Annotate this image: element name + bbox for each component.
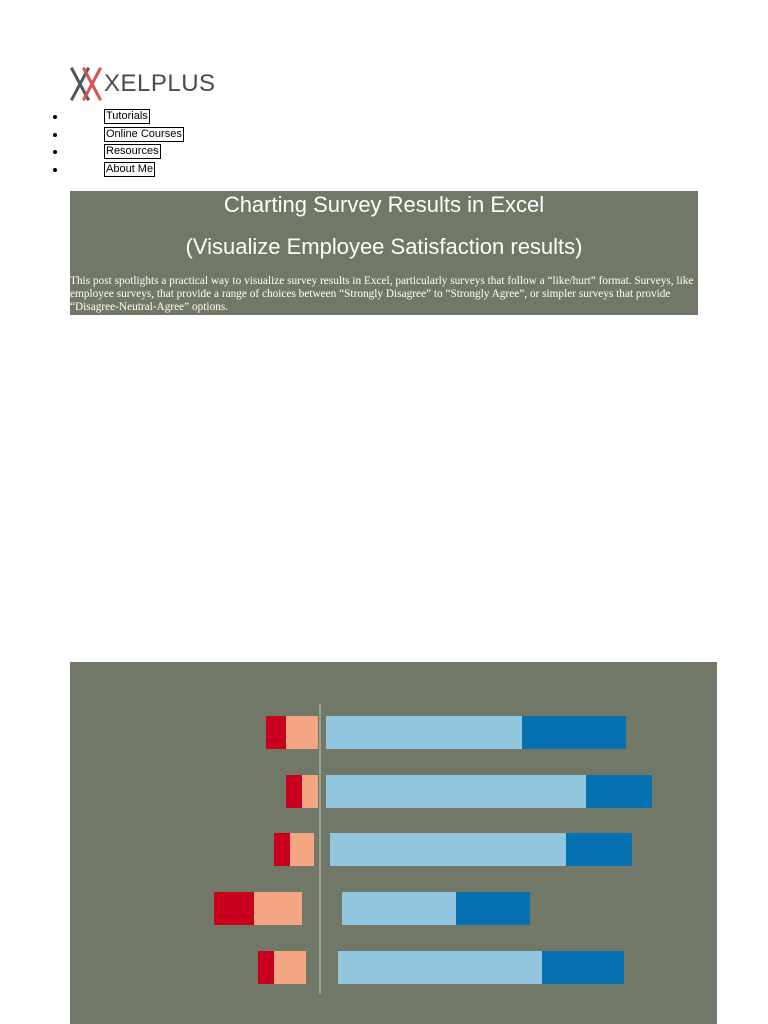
bar-strongly-agree-4	[456, 892, 530, 925]
bar-disagree-4	[254, 892, 302, 925]
bar-strongly-agree-3	[566, 833, 632, 866]
bar-strongly-agree-2	[586, 775, 652, 808]
page-subtitle: (Visualize Employee Satisfaction results)	[185, 234, 583, 259]
xelplus-logo-icon	[70, 67, 106, 101]
bar-strongly-agree-1	[522, 716, 626, 749]
bullet-icon	[53, 150, 57, 154]
bar-disagree-3	[290, 833, 314, 866]
bar-agree-4	[342, 892, 456, 925]
nav-link-online-courses[interactable]: Online Courses	[106, 127, 182, 140]
survey-results-chart	[70, 662, 717, 1024]
survey-chart-panel	[70, 662, 717, 1024]
nav-link-resources[interactable]: Resources	[106, 145, 159, 157]
bar-strongly-disagree-2	[286, 775, 302, 808]
bullet-icon	[53, 133, 57, 137]
intro-paragraph: This post spotlights a practical way to visualize survey results in Excel, particularly surveys that follow a “like/hurt” format. Surveys, like employee surveys, that provide a range of choices between “Strongly Disagree” to “Strongly Agree”, or simpler surveys that provide “Disagree-Neutral-Agree” options.	[70, 275, 694, 313]
bar-strongly-disagree-3	[274, 833, 290, 866]
bar-strongly-agree-5	[542, 951, 624, 984]
brand-logo[interactable]	[70, 66, 216, 102]
page-title: Charting Survey Results in Excel	[223, 192, 545, 217]
bar-agree-2	[326, 775, 586, 808]
bar-agree-3	[330, 833, 566, 866]
bar-strongly-disagree-5	[258, 951, 274, 984]
bar-disagree-1	[286, 716, 318, 749]
nav-link-about-me[interactable]: About Me	[106, 162, 154, 175]
bar-agree-5	[338, 951, 542, 984]
hero-banner	[70, 191, 698, 315]
bar-disagree-5	[274, 951, 306, 984]
bar-strongly-disagree-1	[266, 716, 286, 749]
bar-strongly-disagree-4	[214, 892, 254, 925]
bar-disagree-2	[302, 775, 318, 808]
bullet-icon	[53, 168, 57, 172]
nav-link-tutorials[interactable]: Tutorials	[106, 110, 148, 122]
brand-name: XELPLUS	[104, 70, 216, 97]
bar-agree-1	[326, 716, 522, 749]
bullet-icon	[53, 115, 57, 119]
